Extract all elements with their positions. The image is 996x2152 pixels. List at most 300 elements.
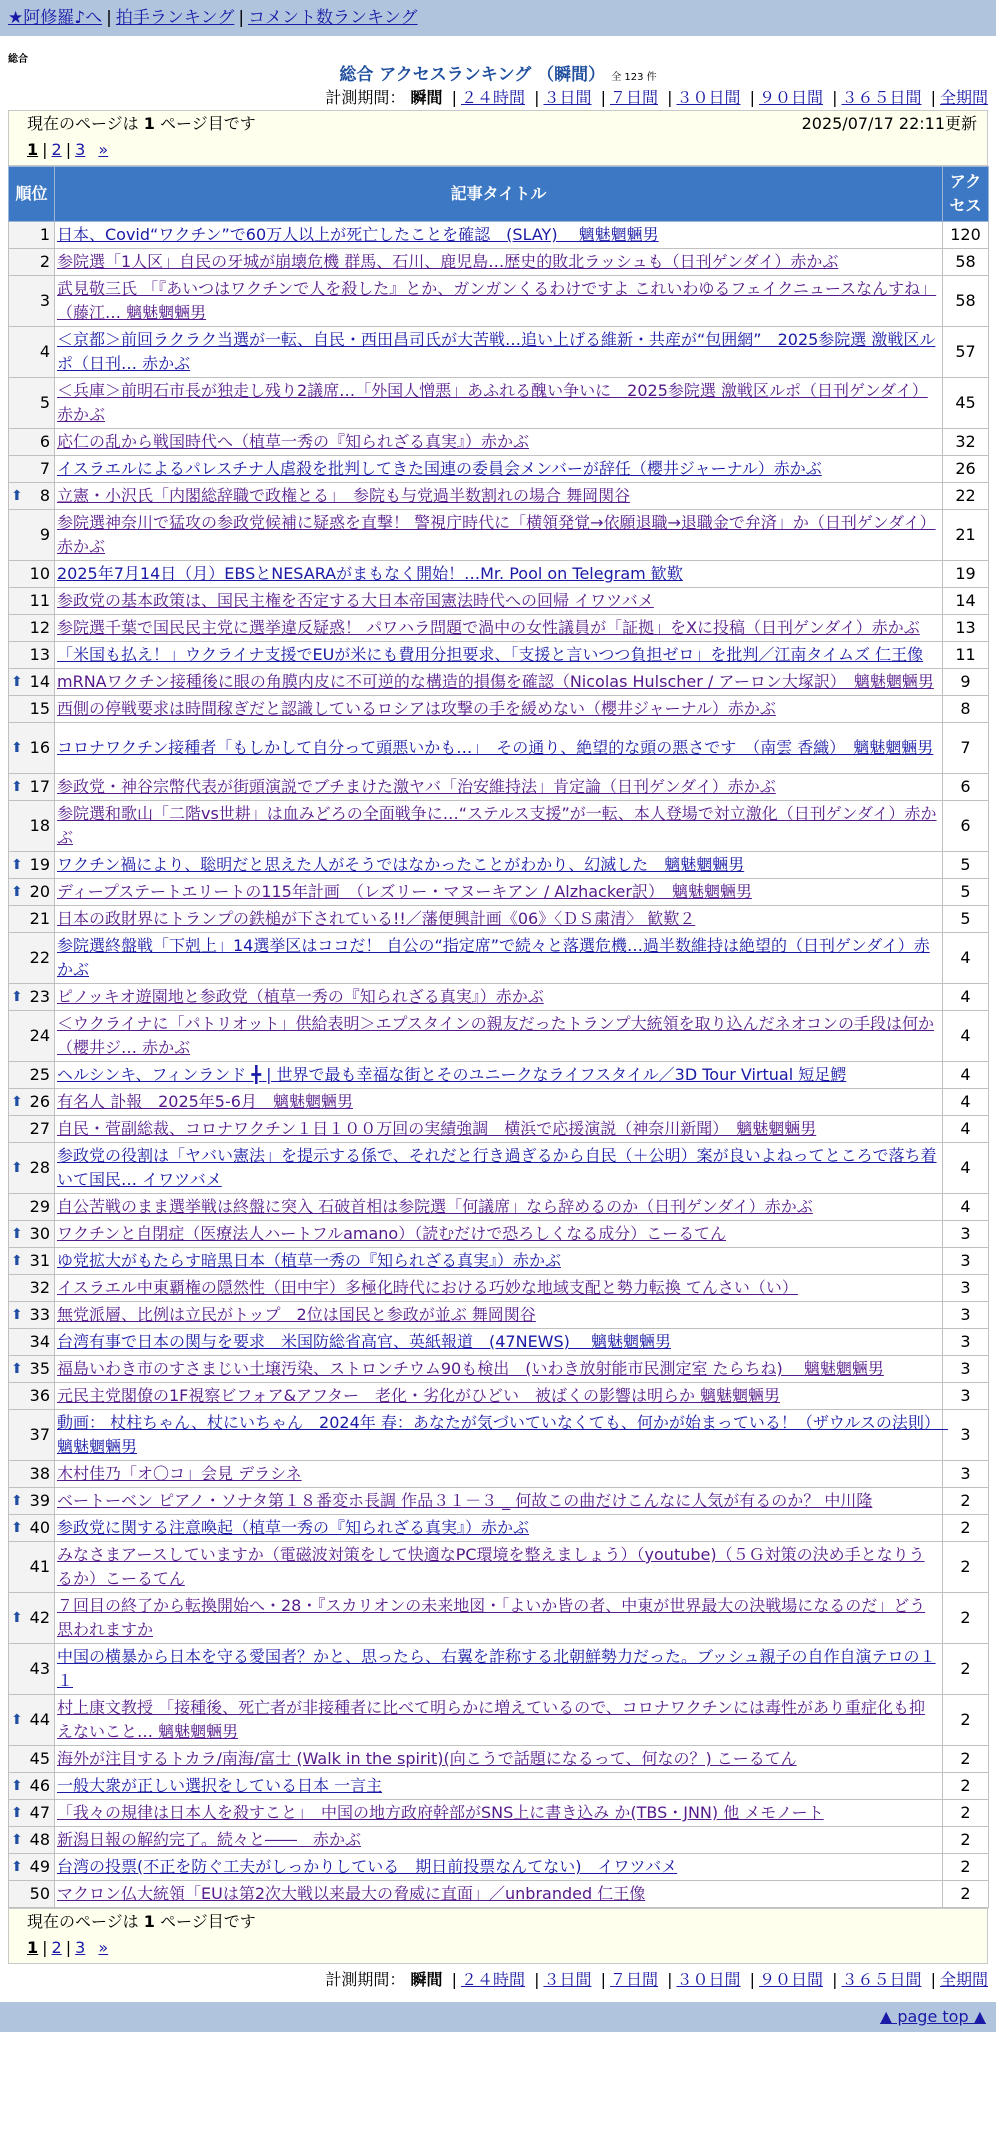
article-title-link[interactable]: 海外が注目するトカラ/南海/富士 (Walk in the spirit)(向こうで話題になるって、何なの？) こーるてん	[57, 1749, 797, 1768]
rank-cell	[9, 1302, 55, 1329]
article-title-link[interactable]: 有名人 訃報 2025年5-6月 魑魅魍魎男	[57, 1092, 353, 1111]
title-cell	[55, 1383, 943, 1410]
period-label: 計測期間：	[325, 1970, 406, 1989]
rank-up-arrow-icon: ⬆	[11, 884, 23, 900]
period-all-link[interactable]: 全期間	[939, 88, 988, 107]
page-top-link[interactable]: ▲ page top ▲	[879, 2007, 986, 2026]
rank-up-arrow-icon: ⬆	[11, 989, 23, 1005]
title-cell	[55, 696, 943, 723]
access-count: 2	[943, 1800, 989, 1827]
table-row	[9, 1593, 989, 1644]
title-cell	[55, 1221, 943, 1248]
rank-cell	[9, 1800, 55, 1827]
rank-number: 50	[29, 1884, 50, 1903]
rank-number: 17	[29, 777, 50, 796]
period-selector-bottom: 計測期間： 瞬間 | ２４時間 | ３日間 | ７日間 | ３０日間 | ９０日間 | ３６５日間 | 全期間	[325, 1970, 988, 1989]
access-count: 19	[943, 561, 989, 588]
rank-cell	[9, 1089, 55, 1116]
access-count: 4	[943, 933, 989, 984]
rank-number: 1	[39, 225, 50, 244]
rank-cell	[9, 378, 55, 429]
rank-number: 23	[29, 987, 50, 1006]
ranking-table	[8, 166, 989, 1908]
title-cell	[55, 984, 943, 1011]
period-7d-link[interactable]: ７日間	[609, 1970, 658, 1989]
article-title-link[interactable]: 台湾有事で日本の関与を要求 米国防総省高官、英紙報道 (47NEWS) 魑魅魍魎男	[57, 1332, 671, 1351]
rank-number: 26	[29, 1092, 50, 1111]
rank-number: 18	[29, 816, 50, 835]
rank-up-arrow-icon: ⬆	[11, 740, 23, 756]
title-cell	[55, 1800, 943, 1827]
page-status: 現在のページは 1 ページ目です	[27, 1912, 256, 1931]
table-row	[9, 327, 989, 378]
article-title-link[interactable]: 福島いわき市のすさまじい土壌汚染、ストロンチウム90も検出 (いわき放射能市民測定室 たらちね) 魑魅魍魎男	[57, 1359, 884, 1378]
rank-number: 24	[29, 1026, 50, 1045]
nav-separator: |	[106, 8, 112, 28]
rank-up-arrow-icon: ⬆	[11, 1253, 23, 1269]
rank-number: 14	[29, 672, 50, 691]
access-count: 3	[943, 1383, 989, 1410]
title-cell	[55, 1143, 943, 1194]
table-row	[9, 984, 989, 1011]
access-count: 7	[943, 723, 989, 774]
period-current: 瞬間	[410, 1970, 443, 1989]
rank-up-arrow-icon: ⬆	[11, 1610, 23, 1626]
table-row	[9, 1410, 989, 1461]
rank-number: 10	[29, 564, 50, 583]
access-count: 2	[943, 1827, 989, 1854]
rank-number: 12	[29, 618, 50, 637]
title-cell	[55, 774, 943, 801]
article-title-link[interactable]: ワクチンと自閉症（医療法人ハートフルamano）（読むだけで恐ろしくなる成分）こーるてん	[57, 1224, 727, 1243]
article-title-link[interactable]: ワクチン禍により、聡明だと思えた人がそうではなかったことがわかり、幻滅した 魑魅魍魎男	[57, 855, 745, 874]
rank-number: 49	[29, 1857, 50, 1876]
table-row	[9, 1116, 989, 1143]
access-count: 9	[943, 669, 989, 696]
period-90d-link[interactable]: ９０日間	[758, 88, 823, 107]
article-title-link[interactable]: ベートーベン ピアノ・ソナタ第１８番変ホ長調 作品３１－３ _ 何故この曲だけこんなに人気が有るのか？ 中川隆	[57, 1491, 873, 1510]
rank-number: 8	[39, 486, 50, 505]
rank-up-arrow-icon: ⬆	[11, 779, 23, 795]
period-3d-link[interactable]: ３日間	[543, 1970, 592, 1989]
rank-number: 11	[29, 591, 50, 610]
article-title-link[interactable]: みなさまアースしていますか（電磁波対策をして快適なPC環境を整えましょう）（youtube)（５Ｇ対策の決め手となりうるか）こーるてん	[57, 1545, 925, 1588]
article-title-link[interactable]: 新潟日報の解約完了。続々と―― 赤かぶ	[57, 1830, 362, 1849]
period-selector-top: 計測期間： 瞬間 | ２４時間 | ３日間 | ７日間 | ３０日間 | ９０日間 | ３６５日間 | 全期間	[325, 88, 988, 107]
article-title-link[interactable]: ゆ党拡大がもたらす暗黒日本（植草一秀の『知られざる真実』）赤かぶ	[57, 1251, 562, 1270]
title-cell	[55, 276, 943, 327]
access-count: 3	[943, 1329, 989, 1356]
table-row	[9, 1011, 989, 1062]
article-title-link[interactable]: 参院選千葉で国民民主党に選挙違反疑惑！ パワハラ問題で渦中の女性議員が「証拠」をXに投稿（日刊ゲンダイ）赤かぶ	[57, 618, 920, 637]
article-title-link[interactable]: 日本、Covid“ワクチン”で60万人以上が死亡したことを確認 (SLAY) 魑魅魍魎男	[57, 225, 659, 244]
title-cell	[55, 801, 943, 852]
title-cell	[55, 222, 943, 249]
article-title-link[interactable]: イスラエル中東覇権の隠然性（田中宇）多極化時代における巧妙な地域支配と勢力転換 てんさい（い）	[57, 1278, 798, 1297]
title-cell	[55, 249, 943, 276]
table-row	[9, 1542, 989, 1593]
rank-number: 7	[39, 459, 50, 478]
pager-page-2[interactable]: 2	[51, 140, 62, 159]
period-30d-link[interactable]: ３０日間	[676, 1970, 741, 1989]
rank-number: 34	[29, 1332, 50, 1351]
rank-cell	[9, 642, 55, 669]
article-title-link[interactable]: 木村佳乃「オ〇コ」会見 デラシネ	[57, 1464, 302, 1483]
rank-cell	[9, 1329, 55, 1356]
rank-cell	[9, 1383, 55, 1410]
table-row	[9, 222, 989, 249]
rank-number: 40	[29, 1518, 50, 1537]
rank-number: 5	[39, 393, 50, 412]
article-title-link[interactable]: 台湾の投票(不正を防ぐ工夫がしっかりしている 期日前投票なんてない) イワツバメ	[57, 1857, 678, 1876]
access-count: 2	[943, 1593, 989, 1644]
article-title-link[interactable]: 元民主党閣僚の1F視察ビフォア&アフター 老化・劣化がひどい 被ばくの影響は明らか 魑魅魍魎男	[57, 1386, 781, 1405]
article-title-link[interactable]: 日本の政財界にトランプの鉄槌が下されている!!／藩便興計画《06》〈ＤＳ粛清〉 歓歎２	[57, 909, 696, 928]
rank-cell	[9, 879, 55, 906]
access-count: 120	[943, 222, 989, 249]
access-count: 58	[943, 276, 989, 327]
article-title-link[interactable]: 自公苦戦のまま選挙戦は終盤に突入 石破首相は参院選「何議席」なら辞めるのか（日刊ゲンダイ）赤かぶ	[57, 1197, 813, 1216]
table-row	[9, 1143, 989, 1194]
rank-cell	[9, 327, 55, 378]
article-title-link[interactable]: 自民・菅副総裁、コロナワクチン１日１００万回の実績強調 横浜で応援演説（神奈川新聞） 魑魅魍魎男	[57, 1119, 817, 1138]
article-title-link[interactable]: 「米国も払え！」ウクライナ支援でEUが米にも費用分担要求、「支援と言いつつ負担ゼロ」を批判／江南タイムズ 仁王像	[57, 645, 924, 664]
article-title-link[interactable]: 参政党に関する注意喚起（植草一秀の『知られざる真実』）赤かぶ	[57, 1518, 530, 1537]
title-cell	[55, 1329, 943, 1356]
access-count: 3	[943, 1461, 989, 1488]
table-row	[9, 510, 989, 561]
rank-up-arrow-icon: ⬆	[11, 1226, 23, 1242]
table-row	[9, 696, 989, 723]
rank-up-arrow-icon: ⬆	[11, 1520, 23, 1536]
rank-number: 25	[29, 1065, 50, 1084]
clap-ranking-link[interactable]: 拍手ランキング	[115, 8, 235, 28]
rank-number: 31	[29, 1251, 50, 1270]
rank-cell	[9, 429, 55, 456]
pager-next[interactable]: »	[98, 140, 109, 159]
ranking-header	[0, 64, 996, 86]
period-24h-link[interactable]: ２４時間	[460, 1970, 525, 1989]
rank-number: 48	[29, 1830, 50, 1849]
rank-cell	[9, 801, 55, 852]
article-title-link[interactable]: ヘルシンキ、フィンランド ╋ | 世界で最も幸福な街とそのユニークなライフスタイル／3D Tour Virtual 短足鰐	[57, 1065, 847, 1084]
table-row	[9, 1383, 989, 1410]
table-row	[9, 1695, 989, 1746]
rank-cell	[9, 1644, 55, 1695]
table-row	[9, 1644, 989, 1695]
rank-cell	[9, 1410, 55, 1461]
rank-number: 30	[29, 1224, 50, 1243]
table-row	[9, 852, 989, 879]
rank-cell	[9, 588, 55, 615]
title-cell	[55, 1275, 943, 1302]
rank-cell	[9, 852, 55, 879]
article-title-link[interactable]: ピノッキオ遊園地と参政党（植草一秀の『知られざる真実』）赤かぶ	[57, 987, 544, 1006]
total-count: 全 123 件	[611, 72, 657, 83]
rank-number: 45	[29, 1749, 50, 1768]
rank-up-arrow-icon: ⬆	[11, 1307, 23, 1323]
title-cell	[55, 1089, 943, 1116]
title-cell	[55, 852, 943, 879]
rank-up-arrow-icon: ⬆	[11, 1832, 23, 1848]
article-title-link[interactable]: 参政党の役割は「ヤバい憲法」を提示する係で、それだと行き過ぎるから自民（＋公明）案が良いよねってところで落ち着いて国民… イワツバメ	[57, 1146, 937, 1189]
title-cell	[55, 588, 943, 615]
period-365d-link[interactable]: ３６５日間	[841, 88, 922, 107]
article-title-link[interactable]: 参院選「1人区」自民の牙城が崩壊危機 群馬、石川、鹿児島…歴史的敗北ラッシュも（日刊ゲンダイ）赤かぶ	[57, 252, 839, 271]
article-title-link[interactable]: 参政党・神谷宗幣代表が街頭演説でブチまけた激ヤバ「治安維持法」肯定論（日刊ゲンダイ）赤かぶ	[57, 777, 776, 796]
rank-number: 42	[29, 1608, 50, 1627]
article-title-link[interactable]: 動画： 杖柱ちゃん、杖にいちゃん 2024年 春：あなたが気づいていなくても、何かが始まっている！（ザウルスの法則） 魑魅魍魎男	[57, 1413, 948, 1456]
asyura-home-link[interactable]: ★阿修羅♪へ	[8, 8, 103, 28]
table-row	[9, 669, 989, 696]
pager: 1 | 2 | 3 »	[27, 1938, 109, 1957]
rank-cell	[9, 696, 55, 723]
page-title: 総合 アクセスランキング （瞬間）	[339, 65, 606, 85]
rank-up-arrow-icon: ⬆	[11, 857, 23, 873]
title-cell	[55, 615, 943, 642]
pager-page-3[interactable]: 3	[75, 1938, 86, 1957]
rank-cell	[9, 774, 55, 801]
rank-number: 43	[29, 1659, 50, 1678]
rank-cell	[9, 276, 55, 327]
access-count: 2	[943, 1854, 989, 1881]
table-row	[9, 933, 989, 984]
pager-current-page: 1	[27, 140, 39, 159]
title-cell	[55, 1542, 943, 1593]
table-row	[9, 588, 989, 615]
ranking-rows	[9, 222, 989, 1908]
title-cell	[55, 378, 943, 429]
article-title-link[interactable]: ７回目の終了から転換開始へ・28・『スカリオンの未来地図・「よいか皆の者、中東が世界最大の決戦場になるのだ」どう思われますか	[57, 1596, 926, 1639]
rank-cell	[9, 1275, 55, 1302]
rank-cell	[9, 1221, 55, 1248]
access-count: 4	[943, 1089, 989, 1116]
article-title-link[interactable]: 立憲・小沢氏「内閣総辞職で政権とる」 参院も与党過半数割れの場合 舞岡関谷	[57, 486, 631, 505]
rank-number: 36	[29, 1386, 50, 1405]
rank-up-arrow-icon: ⬆	[11, 1859, 23, 1875]
access-count: 14	[943, 588, 989, 615]
pager-current-page: 1	[27, 1938, 39, 1957]
article-title-link[interactable]: 参院選和歌山「二階vs世耕」は血みどろの全面戦争に…“ステルス支援”が一転、本人登場で対立激化（日刊ゲンダイ）赤かぶ	[57, 804, 937, 847]
article-title-link[interactable]: 武見敬三氏 「『あいつはワクチンで人を殺した』とか、ガンガンくるわけですよ これいわゆるフェイクニュースなんすね」（藤江… 魑魅魍魎男	[57, 279, 937, 322]
rank-cell	[9, 1062, 55, 1089]
nav-separator: |	[238, 8, 245, 28]
title-cell	[55, 669, 943, 696]
rank-cell	[9, 906, 55, 933]
title-cell	[55, 1827, 943, 1854]
pager: 1 | 2 | 3 »	[27, 140, 109, 159]
table-row	[9, 615, 989, 642]
article-title-link[interactable]: 「我々の規律は日本人を殺すこと」 中国の地方政府幹部がSNS上に書き込み か(TBS・JNN) 他 メモノート	[57, 1803, 824, 1822]
period-3d-link[interactable]: ３日間	[543, 88, 592, 107]
access-count: 5	[943, 852, 989, 879]
title-cell	[55, 561, 943, 588]
article-title-link[interactable]: ディープステートエリートの115年計画 （レズリー・マヌーキアン / Alzhacker訳） 魑魅魍魎男	[57, 882, 752, 901]
article-title-link[interactable]: 無党派層、比例は立民がトップ 2位は国民と参政が並ぶ 舞岡関谷	[57, 1305, 536, 1324]
article-title-link[interactable]: ＜兵庫＞前明石市長が独走し残り2議席…「外国人憎悪」あふれる醜い争いに 2025参院選 激戦区ルポ（日刊ゲンダイ）赤かぶ	[57, 381, 928, 424]
access-count: 2	[943, 1542, 989, 1593]
rank-cell	[9, 1542, 55, 1593]
table-row	[9, 1275, 989, 1302]
rank-cell	[9, 483, 55, 510]
article-title-link[interactable]: ＜京都＞前回ラクラク当選が一転、自民・西田昌司氏が大苦戦…追い上げる維新・共産が“包囲網” 2025参院選 激戦区ルポ（日刊… 赤かぶ	[57, 330, 936, 373]
article-title-link[interactable]: 応仁の乱から戦国時代へ（植草一秀の『知られざる真実』）赤かぶ	[57, 432, 530, 451]
title-cell	[55, 1773, 943, 1800]
access-count: 3	[943, 1302, 989, 1329]
article-title-link[interactable]: 西側の停戦要求は時間稼ぎだと認識しているロシアは攻撃の手を緩めない（櫻井ジャーナル）赤かぶ	[57, 699, 776, 718]
rank-number: 33	[29, 1305, 50, 1324]
rank-cell	[9, 1773, 55, 1800]
rank-up-arrow-icon: ⬆	[11, 488, 23, 504]
updated-timestamp: 2025/07/17 22:11更新	[801, 114, 977, 133]
article-title-link[interactable]: イスラエルによるパレスチナ人虐殺を批判してきた国連の委員会メンバーが辞任（櫻井ジャーナル）赤かぶ	[57, 459, 822, 478]
rank-number: 41	[29, 1557, 50, 1576]
title-cell	[55, 429, 943, 456]
access-count: 2	[943, 1488, 989, 1515]
title-cell	[55, 483, 943, 510]
table-row	[9, 879, 989, 906]
rank-number: 6	[39, 432, 50, 451]
period-90d-link[interactable]: ９０日間	[758, 1970, 823, 1989]
rank-number: 20	[29, 882, 50, 901]
top-nav-bar	[0, 0, 996, 36]
article-title-link[interactable]: コロナワクチン接種者「もしかして自分って頭悪いかも…」 その通り、絶望的な頭の悪さです （南雲 香織） 魑魅魍魎男	[57, 738, 934, 757]
rank-up-arrow-icon: ⬆	[11, 1094, 23, 1110]
table-row	[9, 483, 989, 510]
title-cell	[55, 1011, 943, 1062]
article-title-link[interactable]: mRNAワクチン接種後に眼の角膜内皮に不可逆的な構造的損傷を確認（Nicolas Hulscher / アーロン大塚訳） 魑魅魍魎男	[57, 672, 934, 691]
rank-number: 4	[39, 342, 50, 361]
period-30d-link[interactable]: ３０日間	[676, 88, 741, 107]
article-title-link[interactable]: 参政党の基本政策は、国民主権を否定する大日本帝国憲法時代への回帰 イワツバメ	[57, 591, 654, 610]
article-title-link[interactable]: 参院選神奈川で猛攻の参政党候補に疑惑を直撃！ 警視庁時代に「横領発覚→依願退職→退職金で弁済」か（日刊ゲンダイ）赤かぶ	[57, 513, 936, 556]
title-cell	[55, 1194, 943, 1221]
rank-number: 47	[29, 1803, 50, 1822]
access-count: 3	[943, 1275, 989, 1302]
article-title-link[interactable]: マクロン仏大統領「EUは第2次大戦以来最大の脅威に直面」／unbranded 仁王像	[57, 1884, 646, 1903]
access-count: 5	[943, 879, 989, 906]
rank-cell	[9, 1116, 55, 1143]
article-title-link[interactable]: 中国の横暴から日本を守る愛国者？かと、思ったら、右翼を詐称する北朝鮮勢力だった。ブッシュ親子の自作自演テロの１１	[57, 1647, 936, 1690]
title-cell	[55, 1881, 943, 1908]
title-cell	[55, 1356, 943, 1383]
rank-cell	[9, 1695, 55, 1746]
category-label: 総合	[8, 54, 28, 65]
table-row	[9, 1089, 989, 1116]
pager-page-2[interactable]: 2	[51, 1938, 62, 1957]
rank-cell	[9, 615, 55, 642]
title-cell	[55, 1410, 948, 1461]
table-row	[9, 1827, 989, 1854]
rank-number: 3	[39, 291, 50, 310]
period-365d-link[interactable]: ３６５日間	[841, 1970, 922, 1989]
access-count: 2	[943, 1515, 989, 1542]
rank-up-arrow-icon: ⬆	[11, 1778, 23, 1794]
title-cell	[55, 933, 943, 984]
period-current: 瞬間	[410, 88, 443, 107]
table-row	[9, 1302, 989, 1329]
table-row	[9, 1854, 989, 1881]
rank-number: 39	[29, 1491, 50, 1510]
rank-number: 21	[29, 909, 50, 928]
title-cell	[55, 327, 943, 378]
article-title-link[interactable]: 村上康文教授 「接種後、死亡者が非接種者に比べて明らかに増えているので、コロナワクチンには毒性があり重症化も抑えないこと… 魑魅魍魎男	[57, 1698, 925, 1741]
access-count: 4	[943, 1194, 989, 1221]
article-title-link[interactable]: ＜ウクライナに「パトリオット」供給表明＞エプスタインの親友だったトランプ大統領を取り込んだネオコンの手段は何か（櫻井ジ… 赤かぶ	[57, 1014, 934, 1057]
access-count: 3	[943, 1356, 989, 1383]
rank-cell	[9, 249, 55, 276]
table-row	[9, 1329, 989, 1356]
title-cell	[55, 510, 943, 561]
table-row	[9, 906, 989, 933]
access-count: 2	[943, 1644, 989, 1695]
rank-cell	[9, 1143, 55, 1194]
access-count: 2	[943, 1746, 989, 1773]
access-count: 4	[943, 1062, 989, 1089]
table-row	[9, 801, 989, 852]
article-title-link[interactable]: 一般大衆が正しい選択をしている日本 一言主	[57, 1776, 383, 1795]
table-row	[9, 561, 989, 588]
table-row	[9, 249, 989, 276]
table-row	[9, 1488, 989, 1515]
rank-cell	[9, 1356, 55, 1383]
rank-number: 29	[29, 1197, 50, 1216]
access-count: 58	[943, 249, 989, 276]
title-cell	[55, 1593, 943, 1644]
title-cell	[55, 1644, 943, 1695]
table-row	[9, 1461, 989, 1488]
title-cell	[55, 1302, 943, 1329]
table-row	[9, 723, 989, 774]
title-cell	[55, 1248, 943, 1275]
pager-page-3[interactable]: 3	[75, 140, 86, 159]
title-cell	[55, 1461, 943, 1488]
table-row	[9, 1248, 989, 1275]
period-7d-link[interactable]: ７日間	[609, 88, 658, 107]
table-row	[9, 429, 989, 456]
rank-number: 32	[29, 1278, 50, 1297]
pager-next[interactable]: »	[98, 1938, 109, 1957]
rank-number: 22	[29, 948, 50, 967]
table-row	[9, 456, 989, 483]
rank-cell	[9, 1593, 55, 1644]
rank-up-arrow-icon: ⬆	[11, 1493, 23, 1509]
table-row	[9, 1221, 989, 1248]
title-cell	[55, 642, 943, 669]
period-24h-link[interactable]: ２４時間	[460, 88, 525, 107]
rank-number: 2	[39, 252, 50, 271]
rank-cell	[9, 510, 55, 561]
pagination-box-bottom	[8, 1908, 988, 1964]
comment-ranking-link[interactable]: コメント数ランキング	[248, 8, 418, 28]
period-all-link[interactable]: 全期間	[939, 1970, 988, 1989]
title-cell	[55, 1116, 943, 1143]
table-row	[9, 378, 989, 429]
article-title-link[interactable]: 参院選終盤戦「下剋上」14選挙区はココだ！ 自公の“指定席”で続々と落選危機…過半数維持は絶望的（日刊ゲンダイ）赤かぶ	[57, 936, 930, 979]
title-cell	[55, 1062, 943, 1089]
access-count: 4	[943, 1143, 989, 1194]
access-count: 3	[943, 1221, 989, 1248]
pagination-box-top	[8, 110, 988, 166]
access-count: 21	[943, 510, 989, 561]
table-row	[9, 1194, 989, 1221]
access-count: 6	[943, 801, 989, 852]
table-row	[9, 1062, 989, 1089]
rank-cell	[9, 1854, 55, 1881]
table-row	[9, 1746, 989, 1773]
rank-cell	[9, 1011, 55, 1062]
article-title-link[interactable]: 2025年7月14日（月）EBSとNESARAがまもなく開始！…Mr. Pool on Telegram 歓歎	[57, 564, 683, 583]
